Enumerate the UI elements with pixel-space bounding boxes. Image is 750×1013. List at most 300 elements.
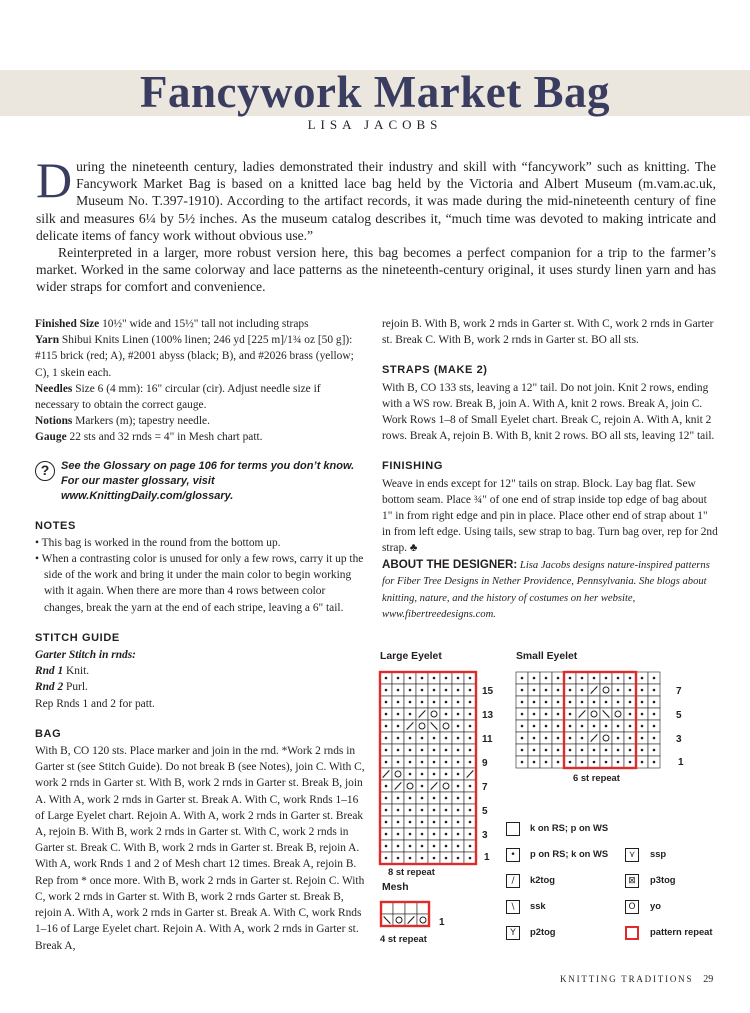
spec-label: Notions (35, 415, 73, 428)
chart-cell (576, 708, 588, 720)
stitch-rnd-2 (35, 679, 367, 695)
chart-cell (452, 720, 464, 732)
glossary-callout (35, 459, 367, 504)
chart-cell (404, 852, 416, 864)
chart-cell (552, 708, 564, 720)
chart-cell (404, 696, 416, 708)
chart-cell (516, 708, 528, 720)
chart-cell (428, 780, 440, 792)
row-label: 5 (482, 806, 488, 817)
chart-cell (416, 756, 428, 768)
question-icon: ? (35, 461, 55, 481)
chart-cell (540, 732, 552, 744)
chart-cell (404, 708, 416, 720)
chart-cell (428, 828, 440, 840)
chart-cell (648, 684, 660, 696)
chart-cell (380, 804, 392, 816)
chart-cell (464, 756, 476, 768)
chart-cell (600, 708, 612, 720)
chart-cell (464, 684, 476, 696)
about-label: ABOUT THE DESIGNER: (382, 557, 518, 571)
page-title: Fancywork Market Bag (140, 67, 610, 117)
chart-cell (452, 696, 464, 708)
chart-cell (440, 792, 452, 804)
p2tog-symbol-icon: Y (506, 926, 520, 940)
chart-cell (404, 840, 416, 852)
chart-cell (416, 684, 428, 696)
chart-cell (380, 732, 392, 744)
chart-cell (380, 708, 392, 720)
spec-label: Gauge (35, 431, 67, 444)
chart-cell (404, 744, 416, 756)
small-eyelet-chart (516, 672, 668, 768)
chart-cell (452, 852, 464, 864)
chart-cell (404, 816, 416, 828)
chart-cell (588, 672, 600, 684)
chart-cell (612, 756, 624, 768)
chart-cell (440, 708, 452, 720)
legend-label: yo (650, 900, 661, 911)
legend-label: p2tog (530, 926, 556, 937)
intro-p1-text: uring the nineteenth century, ladies demonstrated their industry and skill with “fancywork” such as knitting. The Fancywork Market Bag is based on a knitted lace bag held by the Victoria and Albert Museum (m.vam.ac.uk, Museum No. T.397-1910). According to the artifact records, it was made during the mid-nineteenth century of fine silk and measures 6¼ by 5½ inches. As the museum catalog describes it, “much time was devoted to making intricate and delicate items of fancy work without obvious use.” (36, 159, 716, 243)
chart-cell (417, 902, 429, 914)
row-label: 1 (484, 852, 490, 863)
chart-cell (588, 744, 600, 756)
chart-cell (540, 684, 552, 696)
chart-cell (588, 684, 600, 696)
chart-cell (428, 684, 440, 696)
bag-heading: BAG (35, 727, 62, 740)
chart-cell (588, 732, 600, 744)
chart-cell (440, 744, 452, 756)
chart-cell (612, 744, 624, 756)
chart-cell (428, 708, 440, 720)
chart-cell (624, 756, 636, 768)
chart-cell (417, 914, 429, 926)
chart-cell (528, 732, 540, 744)
glossary-text: See the Glossary on page 106 for terms you don’t know. For our master glossary, visit www.KnittingDaily.com/glossary. (61, 459, 355, 502)
chart-cell (648, 720, 660, 732)
chart-cell (392, 708, 404, 720)
chart-cell (516, 744, 528, 756)
chart-cell (528, 708, 540, 720)
k2tog-symbol-icon: / (506, 874, 520, 888)
stitch-guide-subheading: Garter Stitch in rnds: (35, 649, 136, 662)
chart-cell (393, 914, 405, 926)
chart-cell (464, 828, 476, 840)
page-number: 29 (703, 974, 714, 985)
chart-cell (576, 672, 588, 684)
spec-label: Yarn (35, 334, 60, 347)
chart-cell (416, 708, 428, 720)
chart-cell (464, 840, 476, 852)
spec-value: 22 sts and 32 rnds = 4" in Mesh chart patt. (69, 431, 263, 444)
chart-cell (636, 720, 648, 732)
repeat-label: 6 st repeat (573, 772, 620, 783)
chart-cell (648, 708, 660, 720)
chart-cell (564, 684, 576, 696)
chart-cell (516, 696, 528, 708)
spec-value: Size 6 (4 mm): 16" circular (cir). Adjust needle size if necessary to obtain the correct gauge. (35, 382, 321, 412)
chart-cell (600, 732, 612, 744)
ssp-symbol-icon: ⋎ (625, 848, 639, 862)
chart-cell (428, 732, 440, 744)
chart-cell (404, 732, 416, 744)
chart-cell (464, 732, 476, 744)
chart-cell (428, 696, 440, 708)
right-column (382, 316, 718, 624)
chart-cell (624, 732, 636, 744)
chart-cell (464, 696, 476, 708)
row-label: 3 (676, 734, 682, 745)
row-label: 11 (482, 734, 493, 745)
chart-cell (428, 852, 440, 864)
chart-cell (612, 672, 624, 684)
legend-label: p on RS; k on WS (530, 848, 609, 859)
chart-cell (600, 744, 612, 756)
repeat-label: 4 st repeat (380, 933, 427, 944)
stitch-guide-heading: STITCH GUIDE (35, 631, 120, 644)
chart-cell (416, 744, 428, 756)
chart-title-large-eyelet: Large Eyelet (380, 651, 442, 662)
chart-cell (440, 780, 452, 792)
chart-cell (624, 696, 636, 708)
chart-cell (648, 744, 660, 756)
straps-heading: STRAPS (MAKE 2) (382, 364, 488, 377)
chart-cell (428, 792, 440, 804)
chart-cell (552, 684, 564, 696)
chart-cell (392, 792, 404, 804)
chart-cell (440, 720, 452, 732)
chart-cell (552, 720, 564, 732)
chart-cell (464, 672, 476, 684)
chart-cell (380, 852, 392, 864)
row-label: 13 (482, 710, 494, 721)
finishing-text (382, 476, 718, 557)
chart-cell (600, 684, 612, 696)
chart-cell (648, 696, 660, 708)
chart-cell (440, 828, 452, 840)
chart-cell (416, 840, 428, 852)
chart-cell (380, 828, 392, 840)
row-label: 1 (439, 917, 445, 928)
chart-cell (452, 744, 464, 756)
row-label: 9 (482, 758, 488, 769)
chart-cell (440, 696, 452, 708)
legend-label: ssk (530, 900, 546, 911)
legend-label: pattern repeat (650, 926, 713, 937)
chart-cell (392, 852, 404, 864)
chart-cell (576, 720, 588, 732)
chart-title-small-eyelet: Small Eyelet (516, 651, 578, 662)
chart-cell (552, 696, 564, 708)
legend-label: p3tog (650, 874, 676, 885)
chart-cell (588, 720, 600, 732)
chart-cell (416, 804, 428, 816)
chart-cell (600, 720, 612, 732)
page-footer (560, 974, 713, 985)
chart-cell (600, 756, 612, 768)
chart-cell (452, 828, 464, 840)
chart-cell (416, 672, 428, 684)
spec-label: Needles (35, 382, 73, 395)
chart-cell (516, 732, 528, 744)
spec-notions (35, 413, 367, 429)
chart-cell (392, 840, 404, 852)
rnd-label: Rnd 1 (35, 665, 64, 678)
chart-cell (624, 708, 636, 720)
chart-cell (404, 720, 416, 732)
intro-text (36, 152, 716, 296)
chart-cell (464, 720, 476, 732)
row-label: 1 (678, 757, 684, 768)
chart-cell (440, 816, 452, 828)
spec-finished-size (35, 316, 367, 332)
chart-cell (564, 732, 576, 744)
chart-cell (464, 816, 476, 828)
chart-cell (636, 672, 648, 684)
intro-paragraph-1 (36, 152, 716, 244)
chart-cell (416, 720, 428, 732)
chart-cell (392, 816, 404, 828)
chart-cell (404, 792, 416, 804)
chart-cell (380, 684, 392, 696)
chart-cell (452, 840, 464, 852)
chart-cell (464, 780, 476, 792)
chart-cell (380, 840, 392, 852)
rnd-text: Knit. (66, 665, 90, 678)
chart-cell (452, 672, 464, 684)
chart-cell (392, 684, 404, 696)
row-label: 7 (482, 782, 488, 793)
author-byline: LISA JACOBS (307, 117, 443, 132)
chart-cell (380, 696, 392, 708)
chart-cell (636, 732, 648, 744)
repeat-label: 8 st repeat (388, 866, 435, 877)
chart-cell (588, 696, 600, 708)
chart-cell (428, 744, 440, 756)
chart-cell (392, 732, 404, 744)
chart-cell (440, 804, 452, 816)
straps-text: With B, CO 133 sts, leaving a 12" tail. Do not join. Knit 2 rows, ending with a WS row. Break B, join A. With A, knit 2 rows. Break A, join C. Work Rows 1–8 of Small Eyelet chart. Break C, rejoin A. With A, knit 2 rows. Break A, rejoin B. With B, knit 2 rows. BO all sts, leaving 12" tail. (382, 381, 715, 443)
chart-cell (464, 744, 476, 756)
chart-cell (648, 756, 660, 768)
chart-title-mesh: Mesh (382, 882, 409, 893)
chart-cell (416, 816, 428, 828)
chart-cell (392, 696, 404, 708)
chart-cell (464, 708, 476, 720)
stitch-repeat: Rep Rnds 1 and 2 for patt. (35, 697, 155, 710)
chart-cell (452, 708, 464, 720)
pattern-repeat-icon (625, 926, 639, 940)
chart-cell (452, 816, 464, 828)
chart-cell (564, 672, 576, 684)
chart-cell (648, 732, 660, 744)
chart-cell (380, 780, 392, 792)
chart-cell (416, 780, 428, 792)
chart-cell (648, 672, 660, 684)
chart-cell (380, 816, 392, 828)
chart-cell (612, 708, 624, 720)
chart-cell (636, 684, 648, 696)
chart-cell (392, 744, 404, 756)
chart-cell (600, 672, 612, 684)
chart-cell (452, 756, 464, 768)
chart-cell (392, 768, 404, 780)
chart-cell (440, 756, 452, 768)
chart-cell (564, 708, 576, 720)
chart-cell (452, 684, 464, 696)
left-column (35, 316, 367, 954)
spec-value: 10½" wide and 15½" tall not including straps (102, 318, 309, 330)
chart-cell (452, 804, 464, 816)
chart-cell (636, 708, 648, 720)
row-label: 7 (676, 686, 682, 697)
chart-cell (624, 672, 636, 684)
large-eyelet-chart (380, 672, 476, 848)
about-text: Lisa Jacobs designs nature-inspired patterns for Fiber Tree Designs in Nether Providence, Pennsylvania. She blogs about knitting, nature, and the history of costumes on her website, www.fibertreedesigns.com. (382, 559, 710, 621)
chart-cell (576, 684, 588, 696)
chart-cell (416, 792, 428, 804)
chart-cell (416, 732, 428, 744)
chart-cell (416, 768, 428, 780)
chart-cell (392, 720, 404, 732)
chart-cell (392, 780, 404, 792)
row-label: 15 (482, 686, 494, 697)
chart-cell (380, 744, 392, 756)
spec-value: Markers (m); tapestry needle. (75, 415, 210, 428)
chart-cell (636, 756, 648, 768)
chart-cell (428, 840, 440, 852)
chart-cell (552, 672, 564, 684)
chart-cell (564, 696, 576, 708)
running-head: KNITTING TRADITIONS (560, 974, 694, 984)
chart-cell (612, 696, 624, 708)
chart-cell (516, 756, 528, 768)
purl-symbol-icon: • (506, 848, 520, 862)
chart-cell (404, 804, 416, 816)
chart-cell (380, 768, 392, 780)
chart-cell (428, 816, 440, 828)
chart-cell (440, 840, 452, 852)
chart-cell (452, 780, 464, 792)
yo-symbol-icon: O (625, 900, 639, 914)
legend-label: k on RS; p on WS (530, 822, 609, 833)
chart-cell (452, 732, 464, 744)
chart-cell (428, 768, 440, 780)
chart-cell (612, 732, 624, 744)
rnd-text: Purl. (66, 681, 88, 694)
finishing-body: Weave in ends except for 12" tails on strap. Block. Lay bag flat. Sew bottom seam. Place ¾" of one end of strap inside top edge of bag about 1" in from right edge and pin in place. Place other end of strap about 1" in from left edge. Using tails, sew strap to bag. Turn bag over, rep for 2nd strap. (382, 477, 718, 555)
chart-cell (540, 672, 552, 684)
chart-cell (624, 720, 636, 732)
chart-cell (636, 744, 648, 756)
chart-cell (540, 744, 552, 756)
legend-label: k2tog (530, 874, 556, 885)
chart-cell (440, 672, 452, 684)
chart-cell (380, 672, 392, 684)
chart-cell (540, 696, 552, 708)
rnd-label: Rnd 2 (35, 681, 64, 694)
knit-symbol-icon (506, 822, 520, 836)
chart-cell (416, 852, 428, 864)
chart-cell (564, 756, 576, 768)
chart-cell (516, 720, 528, 732)
chart-cell (392, 672, 404, 684)
about-designer (382, 557, 718, 624)
chart-cell (540, 708, 552, 720)
legend-label: ssp (650, 848, 667, 859)
chart-cell (404, 780, 416, 792)
chart-cell (528, 744, 540, 756)
chart-cell (381, 902, 393, 914)
chart-cell (464, 852, 476, 864)
chart-cell (464, 804, 476, 816)
chart-cell (380, 792, 392, 804)
chart-cell (540, 756, 552, 768)
chart-cell (516, 672, 528, 684)
notes-heading: NOTES (35, 519, 76, 532)
chart-cell (552, 756, 564, 768)
row-label: 3 (482, 830, 488, 841)
intro-paragraph-2: Reinterpreted in a larger, more robust version here, this bag becomes a perfect companion for a trip to the farmer’s market. Worked in the same colorway and lace patterns as the nineteenth-century original, it uses sturdy linen yarn and has wider straps for comfort and convenience. (36, 245, 716, 295)
chart-cell (528, 720, 540, 732)
chart-cell (452, 792, 464, 804)
chart-cell (516, 684, 528, 696)
spec-yarn (35, 332, 367, 381)
chart-cell (392, 756, 404, 768)
chart-cell (404, 672, 416, 684)
chart-cell (552, 744, 564, 756)
chart-cell (624, 744, 636, 756)
chart-cell (576, 744, 588, 756)
chart-cell (416, 828, 428, 840)
chart-cell (404, 828, 416, 840)
chart-cell (528, 672, 540, 684)
stitch-rnd-1 (35, 663, 367, 679)
chart-cell (428, 756, 440, 768)
chart-cell (464, 768, 476, 780)
chart-cell (576, 756, 588, 768)
chart-cell (612, 684, 624, 696)
chart-cell (528, 684, 540, 696)
chart-cell (564, 720, 576, 732)
bag-text: With B, CO 120 sts. Place marker and join in the rnd. *Work 2 rnds in Garter st (see Stitch Guide). Do not break B (see Notes), join C. With C, work 2 rnds in Garter st. With B, work 2 rnds in Garter st. Break B, join A. With A, work 2 rnds in Garter st. Break A. With C, work Rnds 1–16 of Large Eyelet chart. Rejoin A. With A, work 2 rnds in Garter st. Break A, rejoin B. With B, work 2 rnds in Garter st. With C, work 2 rnds in Garter st. Break C. With B, work 2 rnds in Garter st. Break B, rejoin A. With A, work Rnds 1 and 2 of Mesh chart 12 times. Break A, rejoin B. Rep from * once more. With B, work 2 rnds in Garter st. Rejoin C. With C, work 2 rnds in Garter st. With B, work 2 rnds Garter st. Break B, rejoin A. With A, work 2 rnds in Garter st. Break A. With C, work Rnds 1–16 of Large Eyelet chart. Rejoin A. With A, work 2 rnds in Garter st. Break A, (35, 745, 365, 952)
chart-cell (600, 696, 612, 708)
chart-cell (392, 804, 404, 816)
notes-list (35, 535, 367, 616)
p3tog-symbol-icon: ⊠ (625, 874, 639, 888)
finishing-heading: FINISHING (382, 460, 444, 473)
chart-cell (588, 756, 600, 768)
chart-cell (404, 684, 416, 696)
chart-cell (464, 792, 476, 804)
chart-cell (452, 768, 464, 780)
chart-cell (392, 828, 404, 840)
bag-text-continued: rejoin B. With B, work 2 rnds in Garter st. With C, work 2 rnds in Garter st. Break C. With B, work 2 rnds in Garter st. BO all sts. (382, 318, 714, 347)
list-item: • When a contrasting color is unused for only a few rows, carry it up the side of the work and bring it under the main color to begin working with it again. When there are more than 4 rows between color changes, break the yarn at the end of each stripe, leaving a 6" tail. (35, 553, 364, 614)
mesh-chart (381, 902, 431, 928)
chart-cell (393, 902, 405, 914)
chart-cell (440, 684, 452, 696)
chart-cell (612, 720, 624, 732)
row-label: 5 (676, 710, 682, 721)
chart-cell (404, 756, 416, 768)
chart-cell (440, 768, 452, 780)
spec-value: Shibui Knits Linen (100% linen; 246 yd [225 m]/1¾ oz [50 g]): #115 brick (red; A), #2001 abyss (black; B), and #2026 brass (yellow; C), 1 skein each. (35, 334, 354, 379)
spec-label: Finished Size (35, 318, 100, 330)
end-mark-icon: ♣ (409, 542, 418, 555)
